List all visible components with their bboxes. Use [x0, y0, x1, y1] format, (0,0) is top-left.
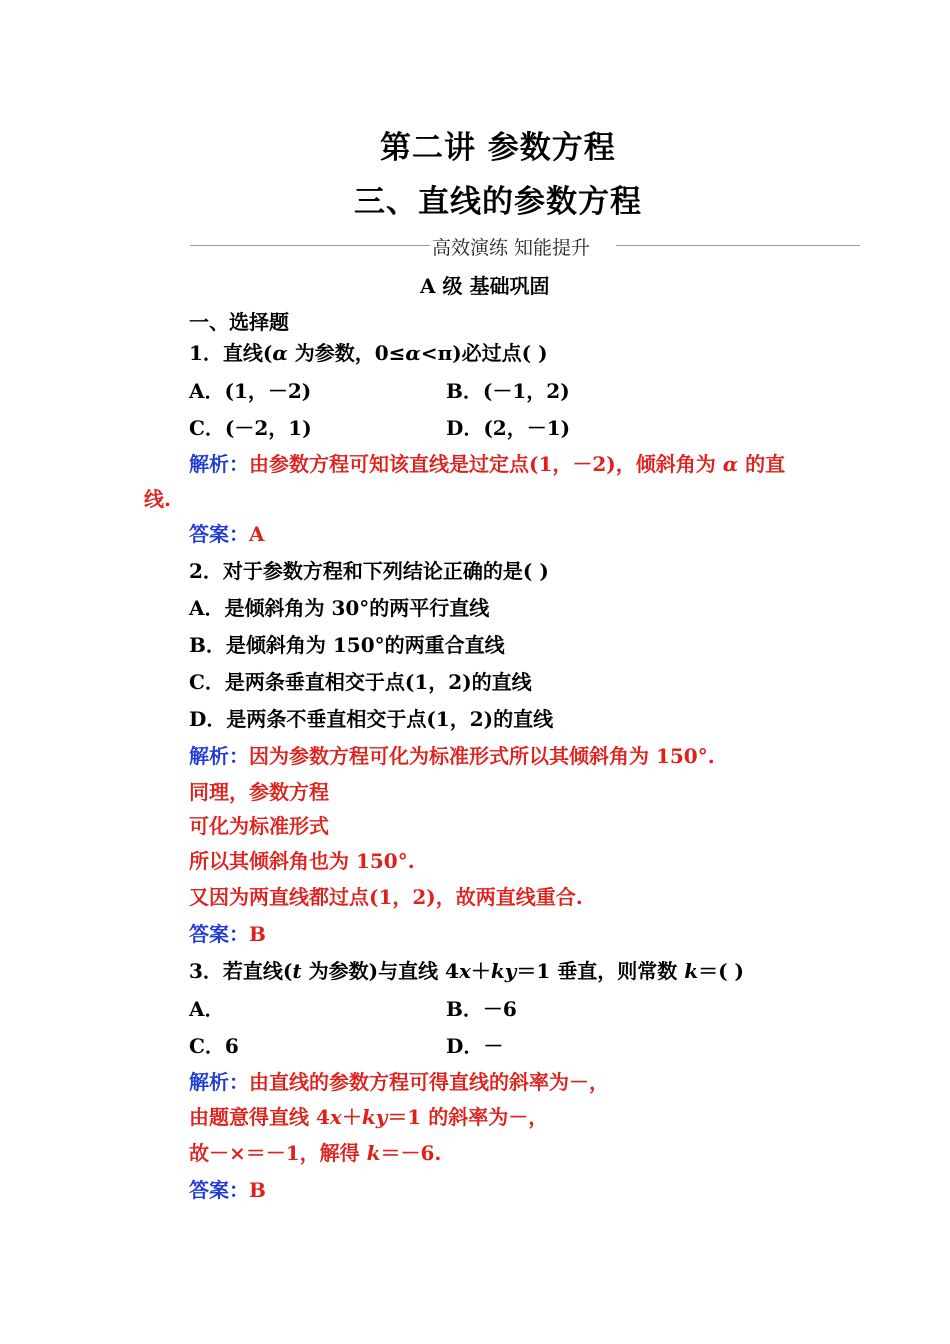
- sub-title: 三、直线的参数方程: [354, 184, 642, 220]
- q2-analysis-line-4: 所以其倾斜角也为 150°.: [189, 849, 415, 873]
- q1-option-b: B．(－1，2): [446, 379, 570, 403]
- q3-stem: 3．若直线(t 为参数)与直线 4x＋ky＝1 垂直，则常数 k＝( ): [189, 959, 744, 983]
- q3-analysis: 解析：由直线的参数方程可得直线的斜率为－，: [189, 1070, 609, 1094]
- q3-analysis-line-3: 故－×＝－1，解得 k＝－6.: [189, 1141, 442, 1165]
- q3-analysis-line-2: 由题意得直线 4x＋ky＝1 的斜率为－，: [189, 1105, 549, 1129]
- q1-analysis-wrap: 线.: [144, 487, 171, 511]
- q1-answer: 答案：A: [189, 522, 265, 546]
- q2-stem: 2．对于参数方程和下列结论正确的是( ): [189, 559, 549, 583]
- level-heading: A 级 基础巩固: [420, 274, 550, 298]
- banner-rule-right: [616, 245, 860, 246]
- banner-text: 高效演练 知能提升: [432, 237, 591, 259]
- q2-analysis-line-2: 同理，参数方程: [189, 780, 329, 804]
- q3-answer: 答案：B: [189, 1178, 266, 1202]
- main-title: 第二讲 参数方程: [380, 130, 616, 166]
- q3-option-b: B．－6: [446, 997, 517, 1021]
- q1-analysis: 解析：由参数方程可知该直线是过定点(1，－2)，倾斜角为 α 的直: [189, 452, 786, 476]
- banner-rule-left: [190, 245, 430, 246]
- q3-option-d: D．－: [446, 1034, 504, 1058]
- q2-option-a: A．是倾斜角为 30°的两平行直线: [189, 596, 490, 620]
- q1-option-c: C．(－2，1): [189, 416, 312, 440]
- q2-analysis-line-3: 可化为标准形式: [189, 814, 329, 838]
- q2-option-c: C．是两条垂直相交于点(1，2)的直线: [189, 670, 532, 694]
- q2-answer: 答案：B: [189, 922, 266, 946]
- q2-analysis-line-5: 又因为两直线都过点(1，2)，故两直线重合.: [189, 885, 583, 909]
- q3-option-a: A．: [189, 997, 225, 1021]
- q1-stem: 1．直线(α 为参数，0≤α<π)必过点( ): [189, 341, 548, 365]
- q2-option-b: B．是倾斜角为 150°的两重合直线: [189, 633, 505, 657]
- q3-option-c: C．6: [189, 1034, 239, 1058]
- q1-option-d: D．(2，－1): [446, 416, 571, 440]
- q2-analysis: 解析：因为参数方程可化为标准形式所以其倾斜角为 150°.: [189, 744, 715, 768]
- q2-option-d: D．是两条不垂直相交于点(1，2)的直线: [189, 707, 554, 731]
- section-heading: 一、选择题: [189, 310, 289, 334]
- q1-option-a: A．(1，－2): [189, 379, 312, 403]
